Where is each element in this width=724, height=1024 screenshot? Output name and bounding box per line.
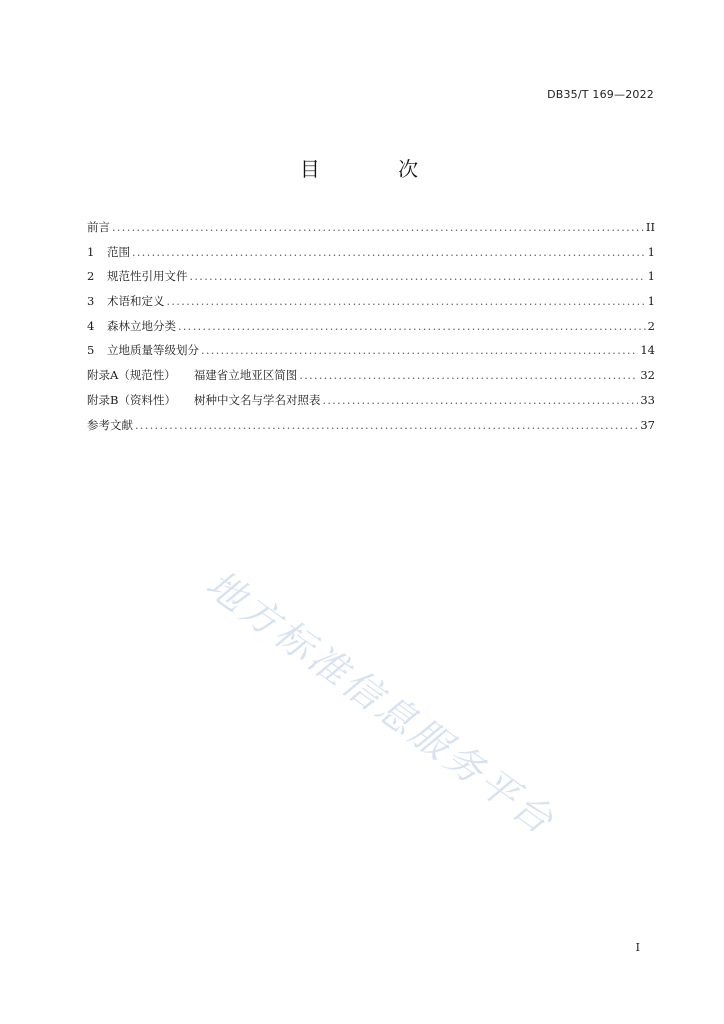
toc-leader-dots bbox=[190, 268, 646, 286]
toc-entry-page: 1 bbox=[647, 269, 655, 284]
toc-entry-label: 范围 bbox=[107, 244, 130, 259]
toc-entry-label: 福建省立地亚区简图 bbox=[193, 368, 298, 383]
toc-entry-label: 森林立地分类 bbox=[107, 318, 176, 333]
toc-entry-foreword[interactable] bbox=[87, 218, 655, 243]
toc-entry-page: II bbox=[645, 220, 655, 234]
toc-entry-page: 33 bbox=[640, 392, 655, 407]
toc-entry-label: 前言 bbox=[87, 220, 110, 234]
toc-entry-number: 2 bbox=[87, 269, 95, 284]
toc-appendix-type: 附录B（资料性） bbox=[87, 392, 176, 407]
toc-entry-normative-references[interactable] bbox=[87, 267, 655, 292]
toc-entry-number: 4 bbox=[87, 318, 95, 333]
toc-entry-number: 1 bbox=[87, 244, 95, 259]
toc-entry-appendix-a[interactable] bbox=[87, 366, 655, 391]
toc-entry-label: 立地质量等级划分 bbox=[107, 343, 199, 358]
toc-entry-label: 参考文献 bbox=[87, 417, 133, 432]
toc-entry-page: 37 bbox=[640, 417, 655, 432]
watermark-text: 地方标准信息服务平台 bbox=[198, 561, 564, 845]
page-number: I bbox=[635, 941, 640, 954]
toc-leader-dots bbox=[135, 417, 638, 435]
toc-entry-page: 2 bbox=[647, 318, 655, 333]
toc-entry-page: 32 bbox=[640, 368, 655, 383]
toc-entry-label: 规范性引用文件 bbox=[107, 269, 188, 284]
toc-entry-number: 3 bbox=[87, 294, 95, 309]
toc-leader-dots bbox=[167, 293, 646, 311]
toc-appendix-type: 附录A（规范性） bbox=[87, 368, 176, 383]
toc-leader-dots bbox=[322, 392, 638, 410]
toc-entry-label: 树种中文名与学名对照表 bbox=[193, 392, 321, 407]
toc-entry-scope[interactable] bbox=[87, 243, 655, 268]
toc-entry-appendix-b[interactable] bbox=[87, 391, 655, 416]
toc-leader-dots bbox=[112, 219, 644, 237]
document-code: DB35/T 169—2022 bbox=[547, 88, 654, 101]
toc-entry-page: 14 bbox=[640, 343, 655, 358]
toc-entry-terms-definitions[interactable] bbox=[87, 292, 655, 317]
toc-leader-dots bbox=[201, 342, 638, 360]
toc-entry-label: 术语和定义 bbox=[107, 294, 165, 309]
toc-entry-page: 1 bbox=[647, 294, 655, 309]
page-title: 目 次 bbox=[299, 157, 455, 181]
toc-entry-site-quality-grading[interactable] bbox=[87, 341, 655, 366]
toc-leader-dots bbox=[299, 367, 638, 385]
toc-leader-dots bbox=[132, 244, 646, 262]
toc-entry-forest-site-classification[interactable] bbox=[87, 317, 655, 342]
toc-entry-page: 1 bbox=[647, 244, 655, 259]
toc-entry-number: 5 bbox=[87, 343, 95, 358]
toc-leader-dots bbox=[178, 318, 646, 336]
table-of-contents bbox=[87, 218, 655, 440]
toc-entry-bibliography[interactable] bbox=[87, 416, 655, 441]
